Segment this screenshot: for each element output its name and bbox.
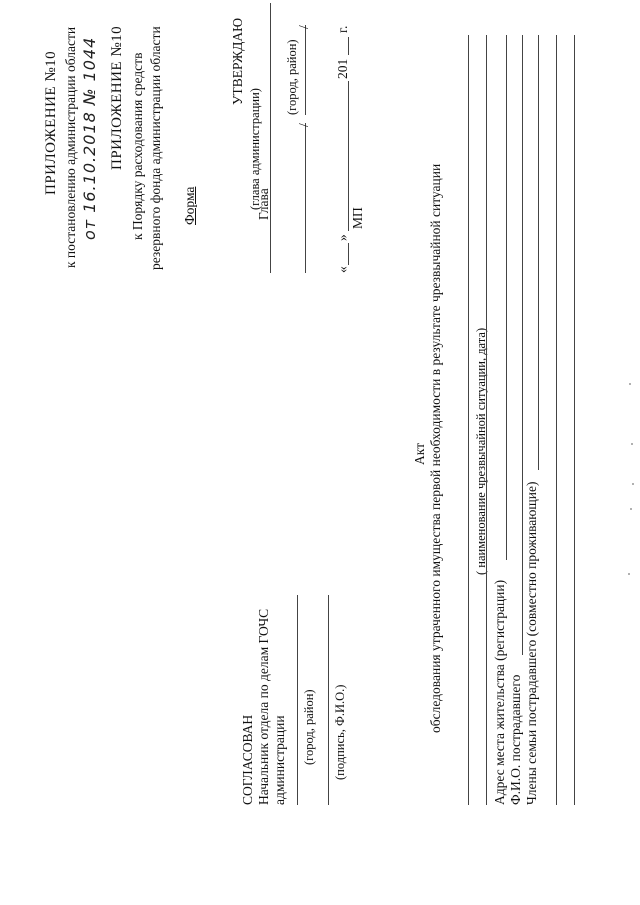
handwritten-reference: от 16.10.2018 № 1044: [80, 36, 99, 240]
family-line-2: [556, 35, 557, 805]
es-extra-line: [486, 35, 487, 805]
es-name-line: [468, 35, 469, 805]
procedure-line-1: к Порядку расходования средств: [130, 52, 145, 240]
date-year-line: [348, 37, 349, 55]
stamp-label: МП: [350, 207, 365, 229]
date-day-line: [348, 243, 349, 265]
address-line: [506, 35, 507, 560]
fio-line: [522, 35, 523, 655]
fio-label: Ф.И.О. пострадавшего: [508, 674, 523, 805]
es-name-caption: ( наименование чрезвычайной ситуации, дата): [474, 327, 488, 575]
approve-head-label: Глава: [256, 188, 271, 220]
appendix-title: ПРИЛОЖЕНИЕ №10: [43, 50, 59, 195]
approve-sign-line-1: [305, 123, 306, 273]
appendix-title-2: ПРИЛОЖЕНИЕ №10: [109, 25, 125, 170]
approve-slash-1: /: [296, 123, 311, 127]
family-line-1: [538, 35, 539, 470]
family-label: Члены семьи пострадавшего (совместно проживающие): [524, 481, 539, 805]
approve-heading: УТВЕРЖДАЮ: [230, 17, 245, 105]
date-open-quote: «: [335, 266, 350, 273]
agreed-caption-sign: (подпись, Ф.И.О.): [333, 684, 347, 780]
agreed-sign-line: [328, 595, 329, 805]
date-month-line: [348, 81, 349, 231]
scan-speck: [629, 383, 631, 385]
act-subtitle: обследования утраченного имущества первой необходимости в результате чрезвычайной ситуации: [428, 163, 443, 733]
date-year: 201: [335, 58, 350, 79]
agreed-caption-city: (город, район): [302, 689, 316, 765]
act-title: Акт: [412, 442, 427, 465]
approve-caption-city: (город, район): [285, 39, 299, 115]
scan-speck: [632, 483, 634, 485]
scan-speck: [631, 443, 633, 445]
date-close-quote: »: [335, 234, 350, 241]
family-line-3: [574, 35, 575, 805]
agreed-city-line: [297, 595, 298, 805]
approve-sign-line-2: [305, 25, 306, 115]
date-year-suffix: г.: [335, 25, 350, 33]
agreed-heading: СОГЛАСОВАН: [240, 714, 255, 805]
form-label: Форма: [182, 186, 197, 225]
procedure-line-2: резервного фонда администрации области: [148, 26, 163, 270]
approve-slash-2: /: [296, 25, 311, 29]
approve-head-line: [270, 3, 271, 273]
approve-caption-head: (глава администрации): [248, 88, 262, 210]
agreed-line-2: администрации: [272, 715, 287, 805]
scan-speck: [628, 573, 630, 575]
decree-line: к постановлению администрации области: [63, 26, 78, 268]
scan-speck: [630, 508, 632, 510]
address-label: Адрес места жительства (регистрации): [492, 579, 507, 805]
agreed-line-1: Начальник отдела по делам ГОЧС: [256, 608, 271, 805]
